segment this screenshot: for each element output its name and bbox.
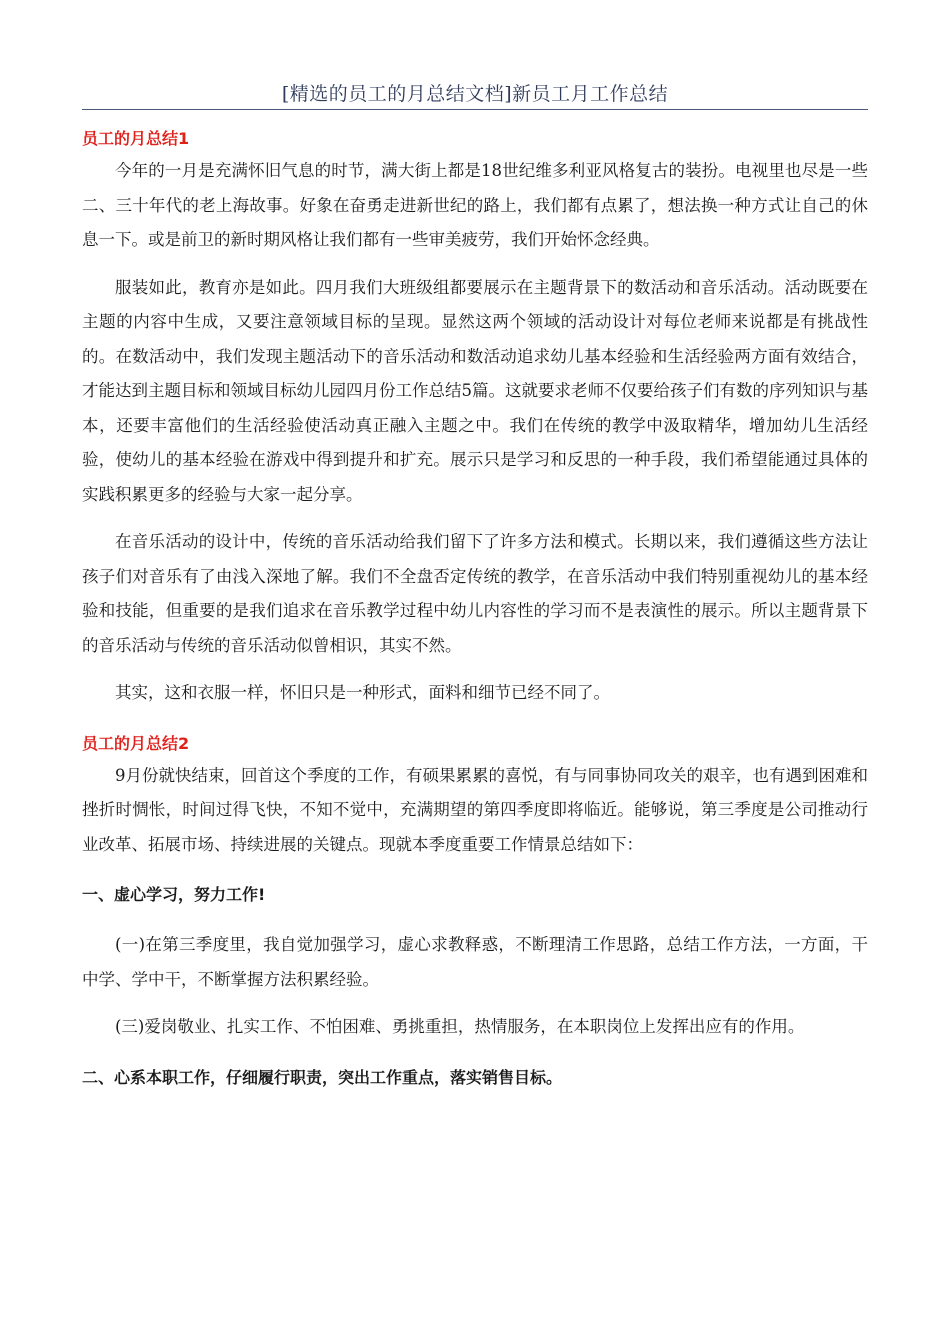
sub-heading: 一、虚心学习，努力工作!: [82, 885, 266, 904]
section-title: 员工的月总结2: [82, 733, 190, 753]
paragraph: (三)爱岗敬业、扎实工作、不怕困难、勇挑重担，热情服务，在本职岗位上发挥出应有的作用。: [115, 1017, 805, 1036]
paragraph: 9月份就快结束，回首这个季度的工作，有硕果累累的喜悦，有与同事协同攻关的艰辛，也有遇到困难和挫折时惆怅，时间过得飞快，不知不觉中，充满期望的第四季度即将临近。能够说，第三季度是公司推动行业改革、拓展市场、持续进展的关键点。现就本季度重要工作情景总结如下：: [82, 765, 868, 854]
paragraph: 服装如此，教育亦是如此。四月我们大班级组都要展示在主题背景下的数活动和音乐活动。活动既要在主题的内容中生成，又要注意领域目标的呈现。显然这两个领域的活动设计对每位老师来说都是有挑战性的。在数活动中，我们发现主题活动下的音乐活动和数活动追求幼儿基本经验和生活经验两方面有效结合，才能达到主题目标和领域目标幼儿园四月份工作总结5篇。这就要求老师不仅要给孩子们有数的序列知识与基本，还要丰富他们的生活经验使活动真正融入主题之中。我们在传统的教学中汲取精华，增加幼儿生活经验，使幼儿的基本经验在游戏中得到提升和扩充。展示只是学习和反思的一种手段，我们希望能通过具体的实践积累更多的经验与大家一起分享。: [82, 277, 868, 504]
paragraph: 今年的一月是充满怀旧气息的时节，满大街上都是18世纪维多利亚风格复古的装扮。电视里也尽是一些二、三十年代的老上海故事。好象在奋勇走进新世纪的路上，我们都有点累了，想法换一种方式让自己的休息一下。或是前卫的新时期风格让我们都有一些审美疲劳，我们开始怀念经典。: [82, 161, 868, 249]
section-title: 员工的月总结1: [82, 129, 190, 148]
document-header-title: [精选的员工的月总结文档]新员工月工作总结: [281, 83, 669, 105]
section-2: [82, 729, 868, 1093]
paragraph: 其实，这和衣服一样，怀旧只是一种形式，面料和细节已经不同了。: [115, 683, 610, 702]
paragraph: 在音乐活动的设计中，传统的音乐活动给我们留下了许多方法和模式。长期以来，我们遵循这些方法让孩子们对音乐有了由浅入深地了解。我们不全盘否定传统的教学，在音乐活动中我们特别重视幼儿的基本经验和技能，但重要的是我们追求在音乐教学过程中幼儿内容性的学习而不是表演性的展示。所以主题背景下的音乐活动与传统的音乐活动似曾相识，其实不然。: [82, 532, 868, 655]
document-body: [82, 124, 868, 1093]
header-divider: [82, 109, 868, 110]
section-1: [82, 124, 868, 711]
paragraph: (一)在第三季度里，我自觉加强学习，虚心求教释惑，不断理清工作思路，总结工作方法，一方面，干中学、学中干，不断掌握方法积累经验。: [82, 935, 868, 989]
sub-heading: 二、心系本职工作，仔细履行职责，突出工作重点，落实销售目标。: [82, 1067, 563, 1087]
